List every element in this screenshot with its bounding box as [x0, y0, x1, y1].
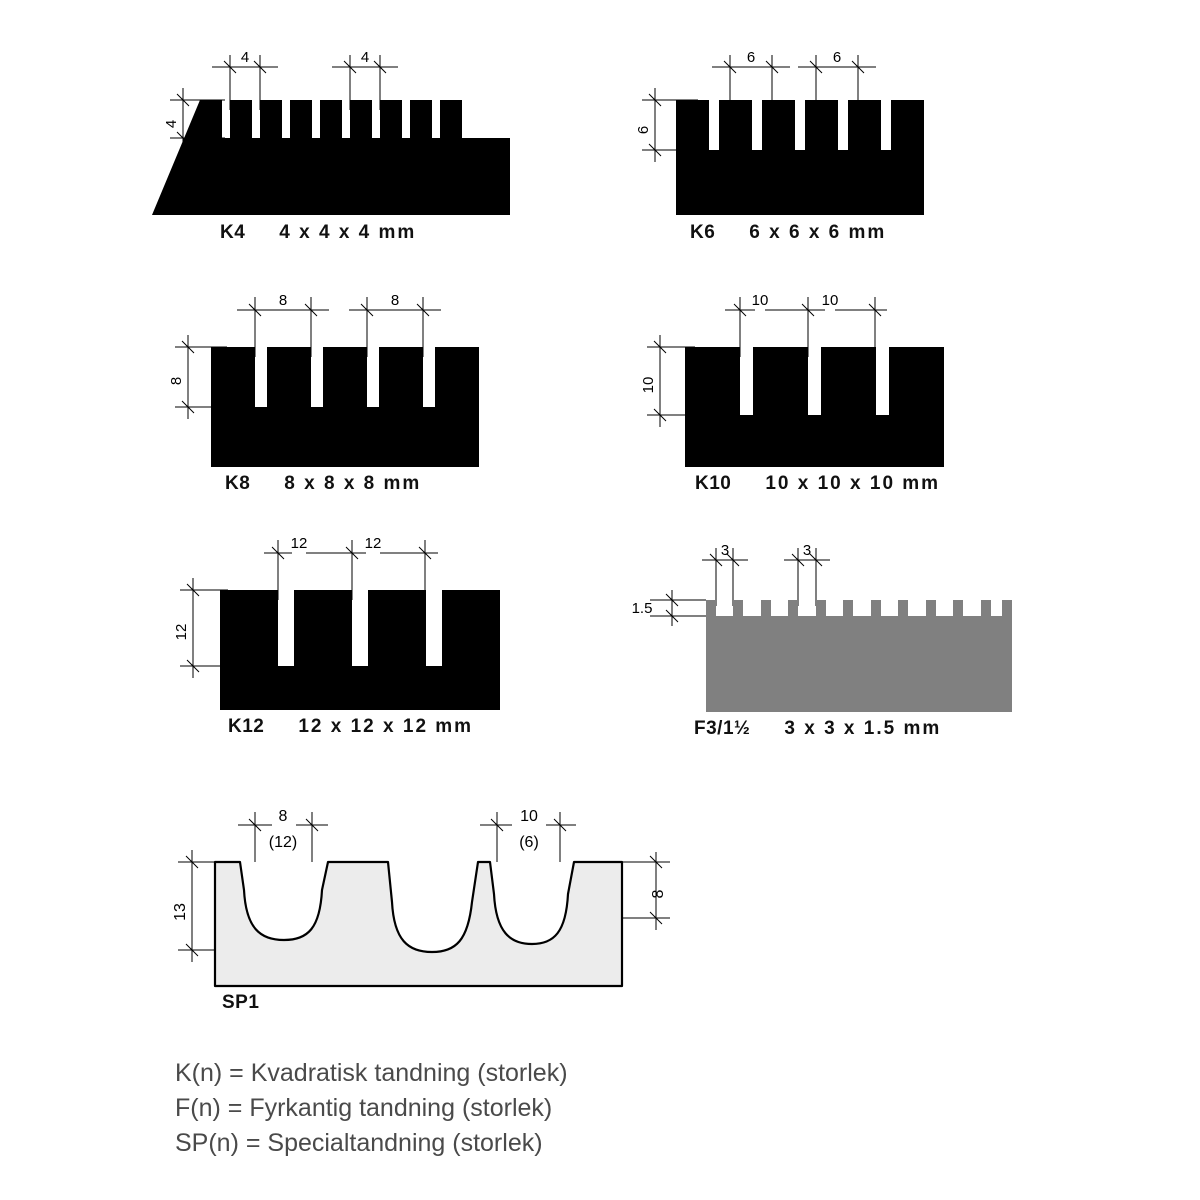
profile-K10-drawing [625, 285, 1045, 485]
profile-F3 [620, 528, 1040, 739]
profile-K4-drawing [150, 40, 570, 235]
caption-K6 [690, 222, 886, 244]
dim-pitch-2: 6 [832, 49, 842, 66]
profile-K10 [625, 285, 1045, 494]
caption-K4-dims: 4 x 4 x 4 mm [279, 222, 417, 243]
dim-pitch-1: 4 [240, 49, 250, 66]
dim-pitch-2: 12 [364, 535, 382, 552]
legend [175, 1058, 568, 1163]
dim-pitch-2-sub: (6) [519, 834, 539, 851]
dim-depth: 6 [635, 125, 652, 135]
profile-SP1-drawing [160, 790, 720, 1020]
dim-pitch-1: 10 [751, 292, 769, 309]
legend-line-3: SP(n) = Specialtandning (storlek) [175, 1129, 543, 1157]
caption-F3 [694, 718, 941, 740]
caption-K10-dims: 10 x 10 x 10 mm [765, 473, 941, 494]
dim-depth-right: 8 [650, 889, 667, 899]
caption-K8-dims: 8 x 8 x 8 mm [284, 473, 422, 494]
dim-depth: 8 [168, 376, 185, 386]
caption-K12-dims: 12 x 12 x 12 mm [298, 716, 474, 737]
profile-K12-drawing [160, 528, 580, 728]
dim-pitch-1: 8 [278, 292, 288, 309]
legend-line-2: F(n) = Fyrkantig tandning (storlek) [175, 1094, 553, 1122]
dim-pitch-1: 12 [290, 535, 308, 552]
caption-SP1-code: SP1 [222, 992, 260, 1013]
profile-K6 [620, 40, 1040, 243]
caption-K10-code: K10 [695, 473, 732, 494]
caption-K4 [220, 222, 416, 244]
dim-pitch-1: 8 [278, 808, 288, 825]
caption-K12 [228, 716, 473, 738]
dim-depth: 10 [640, 376, 657, 394]
profile-SP1 [160, 790, 720, 1020]
caption-K6-dims: 6 x 6 x 6 mm [749, 222, 887, 243]
dim-pitch-2: 8 [390, 292, 400, 309]
profile-SP1-shape [215, 862, 622, 986]
dim-depth: 12 [173, 623, 190, 641]
caption-K6-code: K6 [690, 222, 716, 243]
dim-depth: 4 [163, 119, 180, 129]
dim-pitch-2: 10 [821, 292, 839, 309]
dim-pitch-1: 6 [746, 49, 756, 66]
caption-F3-code: F3/1½ [694, 718, 751, 739]
caption-K4-code: K4 [220, 222, 246, 243]
caption-K8-code: K8 [225, 473, 251, 494]
profile-K8 [155, 285, 575, 494]
caption-K12-code: K12 [228, 716, 265, 737]
dim-depth: 1.5 [631, 600, 653, 617]
legend-line-1: K(n) = Kvadratisk tandning (storlek) [175, 1059, 568, 1087]
dim-pitch-1-sub: (12) [268, 834, 298, 851]
profile-K8-drawing [155, 285, 575, 485]
dim-pitch-2: 4 [360, 49, 370, 66]
caption-K8 [225, 473, 421, 495]
profile-K4 [150, 40, 570, 243]
profile-K12 [160, 528, 580, 737]
dim-pitch-1: 3 [720, 542, 730, 559]
dim-pitch-2: 10 [520, 808, 538, 825]
profile-F3-shape [706, 600, 1012, 712]
caption-SP1 [222, 992, 259, 1014]
profile-F3-drawing [620, 528, 1040, 728]
dim-pitch-2: 3 [802, 542, 812, 559]
dim-depth-left: 13 [172, 903, 189, 921]
caption-F3-dims: 3 x 3 x 1.5 mm [784, 718, 942, 739]
caption-K10 [695, 473, 940, 495]
profile-K6-drawing [620, 40, 1040, 235]
